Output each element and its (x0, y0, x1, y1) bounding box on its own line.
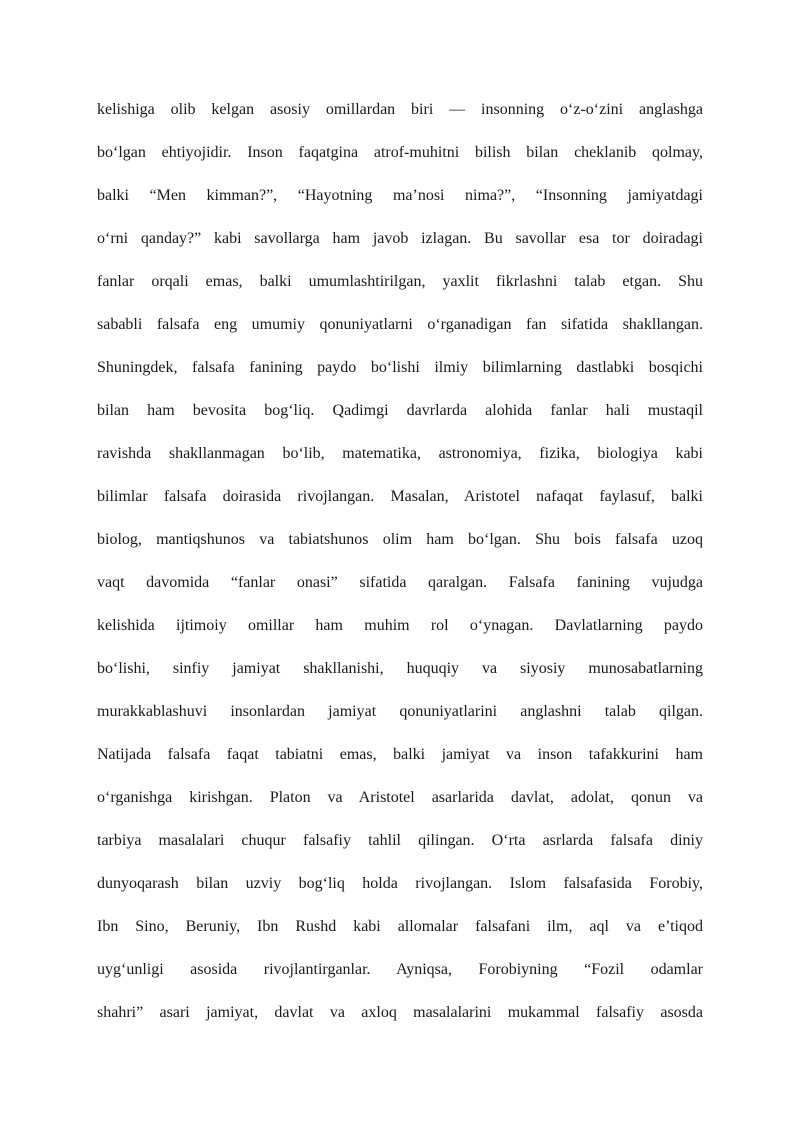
text-line: bilimlar falsafa doirasida rivojlangan. Masalan, Aristotel nafaqat faylasuf, balki (97, 488, 703, 505)
text-line: bo‘lgan ehtiyojidir. Inson faqatgina atrof-muhitni bilish bilan cheklanib qolmay, (97, 144, 703, 161)
text-line: Ibn Sino, Beruniy, Ibn Rushd kabi allomalar falsafani ilm, aql va e’tiqod (97, 918, 703, 935)
text-line: ravishda shakllanmagan bo‘lib, matematika, astronomiya, fizika, biologiya kabi (97, 445, 703, 462)
text-line: shahri” asari jamiyat, davlat va axloq masalalarini mukammal falsafiy asosda (97, 1004, 703, 1021)
text-line: uyg‘unligi asosida rivojlantirganlar. Ayniqsa, Forobiyning “Fozil odamlar (97, 961, 703, 978)
text-line: murakkablashuvi insonlardan jamiyat qonuniyatlarini anglashni talab qilgan. (97, 703, 703, 720)
body-paragraph (97, 88, 703, 1034)
text-line: fanlar orqali emas, balki umumlashtirilgan, yaxlit fikrlashni talab etgan. Shu (97, 273, 703, 290)
text-line: bilan ham bevosita bog‘liq. Qadimgi davrlarda alohida fanlar hali mustaqil (97, 402, 703, 419)
text-line: bo‘lishi, sinfiy jamiyat shakllanishi, huquqiy va siyosiy munosabatlarning (97, 660, 703, 677)
text-line: Shuningdek, falsafa fanining paydo bo‘lishi ilmiy bilimlarning dastlabki bosqichi (97, 359, 703, 376)
text-line: biolog, mantiqshunos va tabiatshunos olim ham bo‘lgan. Shu bois falsafa uzoq (97, 531, 703, 548)
text-line: dunyoqarash bilan uzviy bog‘liq holda rivojlangan. Islom falsafasida Forobiy, (97, 875, 703, 892)
text-line: tarbiya masalalari chuqur falsafiy tahlil qilingan. O‘rta asrlarda falsafa diniy (97, 832, 703, 849)
text-line: Natijada falsafa faqat tabiatni emas, balki jamiyat va inson tafakkurini ham (97, 746, 703, 763)
text-line: kelishida ijtimoiy omillar ham muhim rol o‘ynagan. Davlatlarning paydo (97, 617, 703, 634)
text-line: o‘rni qanday?” kabi savollarga ham javob izlagan. Bu savollar esa tor doiradagi (97, 230, 703, 247)
text-line: balki “Men kimman?”, “Hayotning ma’nosi nima?”, “Insonning jamiyatdagi (97, 187, 703, 204)
text-line: vaqt davomida “fanlar onasi” sifatida qaralgan. Falsafa fanining vujudga (97, 574, 703, 591)
text-line: kelishiga olib kelgan asosiy omillardan biri — insonning o‘z-o‘zini anglashga (97, 101, 703, 118)
text-line: o‘rganishga kirishgan. Platon va Aristotel asarlarida davlat, adolat, qonun va (97, 789, 703, 806)
text-line: sababli falsafa eng umumiy qonuniyatlarni o‘rganadigan fan sifatida shakllangan. (97, 316, 703, 333)
